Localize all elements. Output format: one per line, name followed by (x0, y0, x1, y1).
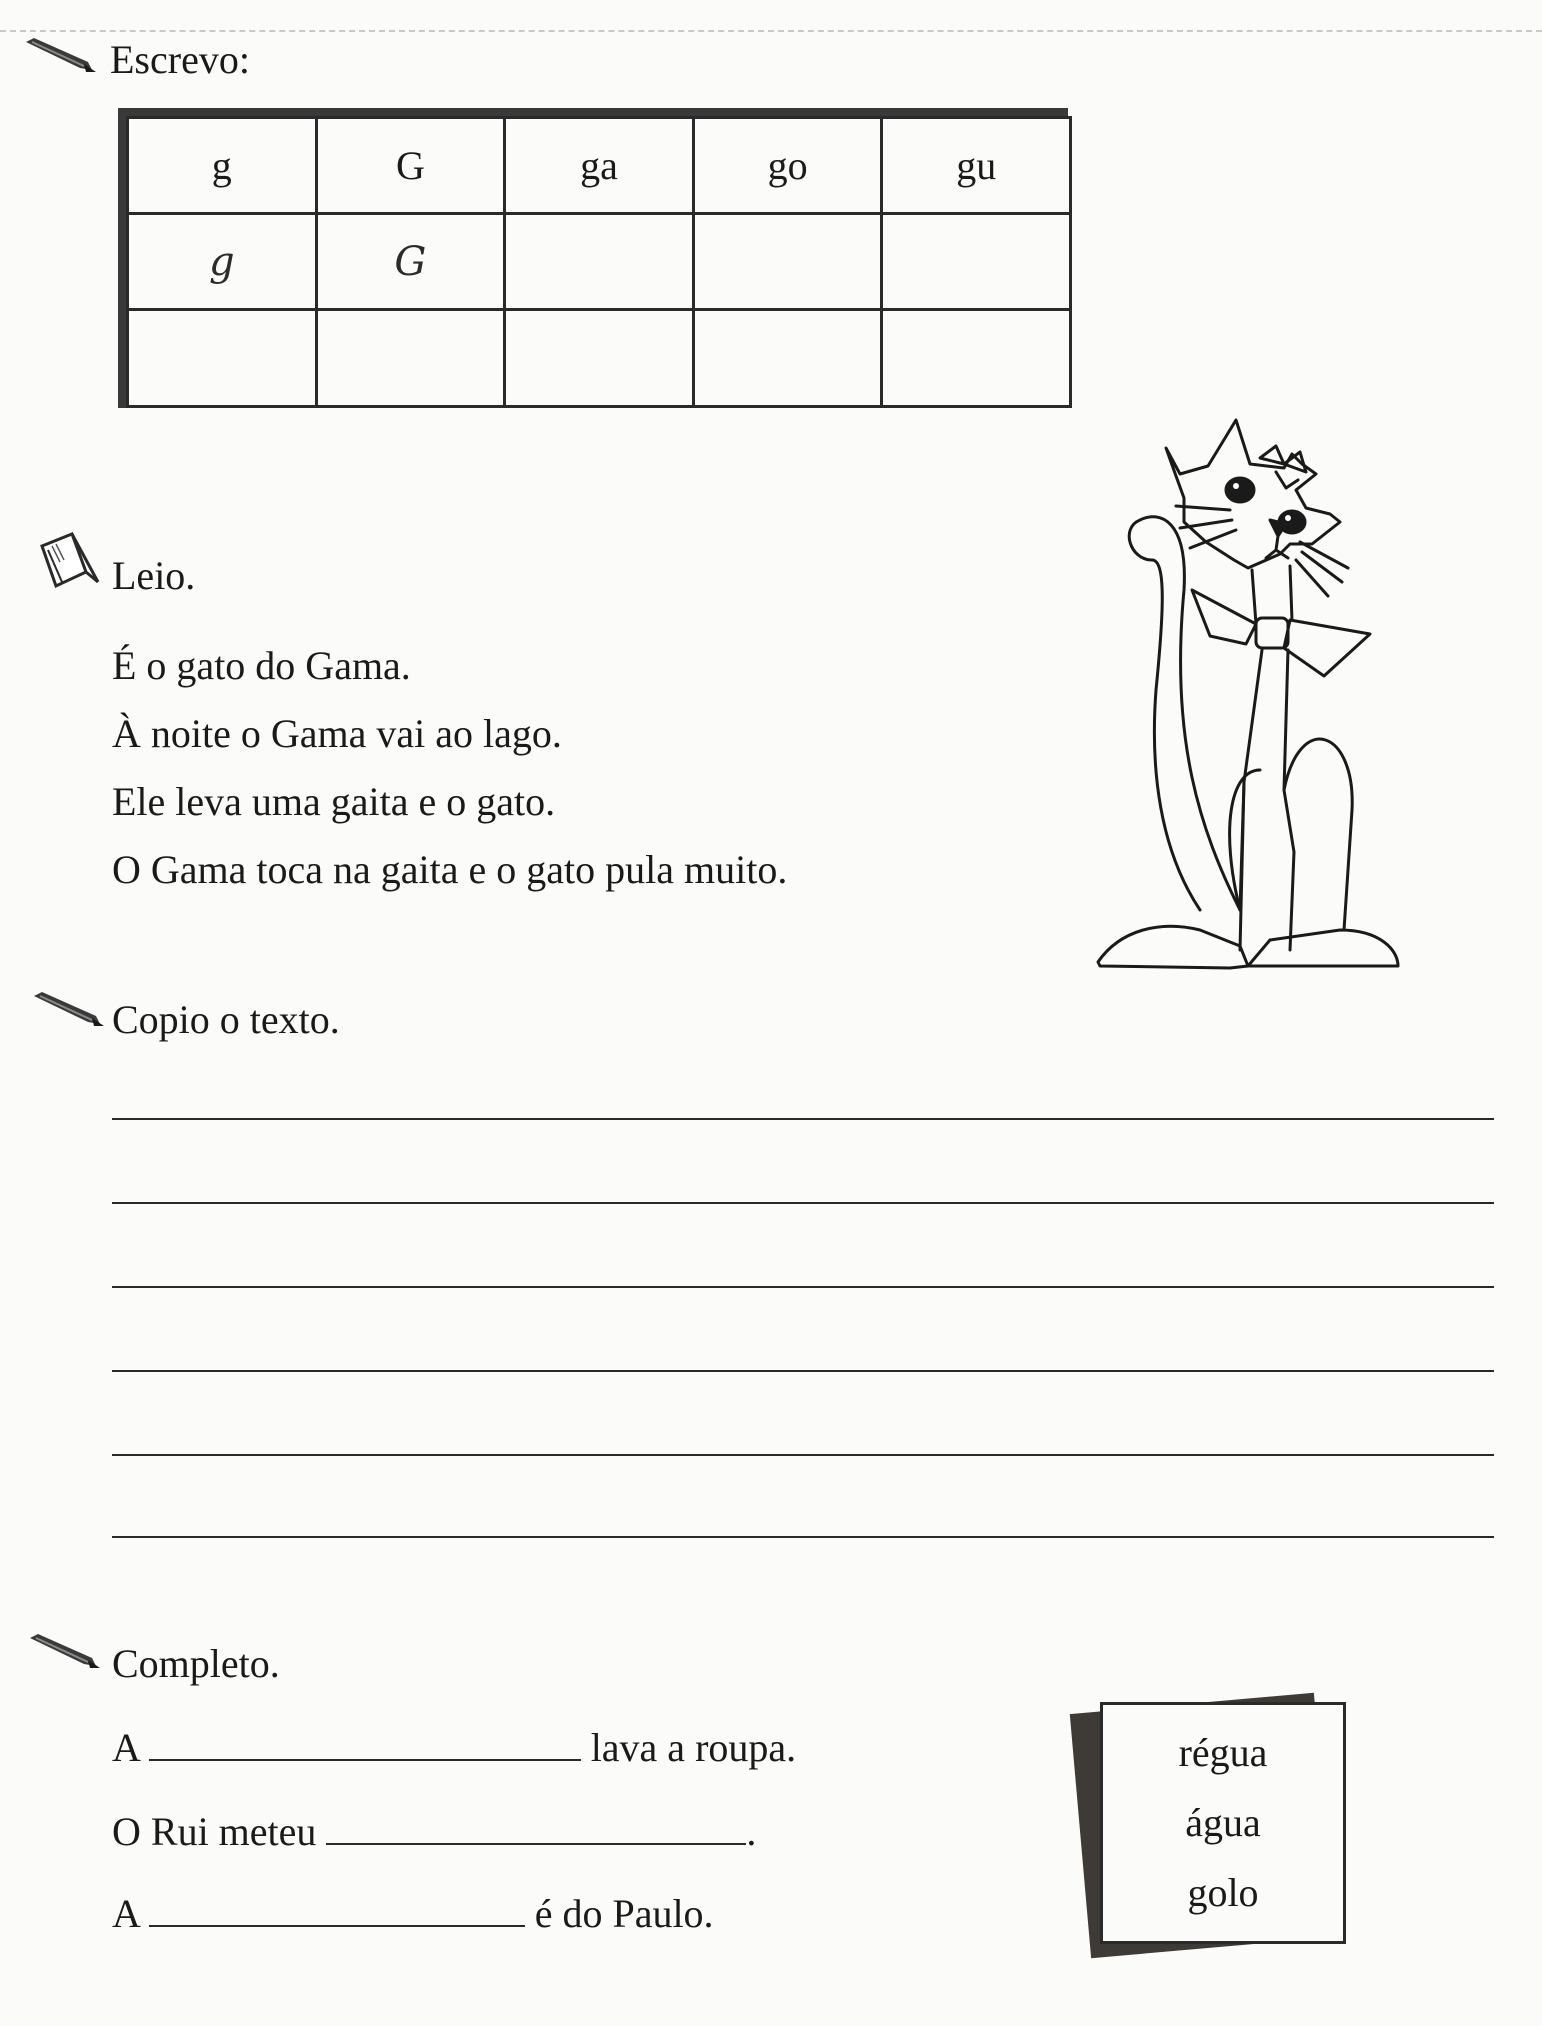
sentence-end: . (746, 1809, 757, 1854)
top-rule (0, 30, 1542, 32)
writing-line[interactable] (112, 1370, 1494, 1372)
table-cell-blank[interactable] (882, 214, 1071, 310)
word-option: régua (1178, 1730, 1268, 1775)
writing-line[interactable] (112, 1454, 1494, 1456)
word-option: água (1185, 1800, 1261, 1845)
writing-line[interactable] (112, 1118, 1494, 1120)
table-cell-blank[interactable] (505, 214, 694, 310)
section-title-completo: Completo. (112, 1641, 280, 1686)
pencil-icon (26, 1632, 102, 1672)
cat-illustration (1080, 410, 1420, 980)
section-title-escrevo: Escrevo: (110, 37, 250, 82)
table-cell: G (316, 118, 505, 214)
table-header-row (128, 118, 1071, 214)
word-option: golo (1187, 1870, 1259, 1915)
fill-blank[interactable] (149, 1725, 581, 1761)
table-cursive-row (128, 214, 1071, 310)
sentence-start: A (112, 1891, 139, 1936)
sentence-end: é do Paulo. (534, 1891, 714, 1936)
fill-sentence (112, 1890, 714, 1938)
writing-line[interactable] (112, 1286, 1494, 1288)
table-cell: go (693, 118, 882, 214)
section-title-leio: Leio. (112, 553, 196, 598)
letter-table (126, 116, 1072, 408)
fill-blank[interactable] (326, 1809, 746, 1845)
table-cell-blank[interactable] (316, 310, 505, 407)
sentence-start: O Rui meteu (112, 1809, 317, 1854)
table-cell: gu (882, 118, 1071, 214)
reading-line: Ele leva uma gaita e o gato. (112, 779, 556, 824)
table-cell: ga (505, 118, 694, 214)
pencil-icon (30, 990, 106, 1030)
table-cell: g (128, 118, 317, 214)
writing-line[interactable] (112, 1202, 1494, 1204)
fill-sentence (112, 1724, 796, 1772)
table-empty-row (128, 310, 1071, 407)
table-cell-cursive: G (316, 214, 505, 310)
table-cell-blank[interactable] (128, 310, 317, 407)
fill-blank[interactable] (149, 1891, 525, 1927)
pencil-icon (22, 36, 98, 76)
sentence-end: lava a roupa. (590, 1725, 797, 1770)
table-cell-blank[interactable] (882, 310, 1071, 407)
table-cell-blank[interactable] (693, 310, 882, 407)
book-icon (36, 532, 102, 590)
fill-sentence (112, 1808, 756, 1856)
table-cell-blank[interactable] (505, 310, 694, 407)
table-cell-cursive: g (128, 214, 317, 310)
reading-line: É o gato do Gama. (112, 643, 411, 688)
sentence-start: A (112, 1725, 139, 1770)
writing-line[interactable] (112, 1536, 1494, 1538)
section-title-copio: Copio o texto. (112, 997, 340, 1042)
table-cell-blank[interactable] (693, 214, 882, 310)
reading-line: O Gama toca na gaita e o gato pula muito. (112, 847, 788, 892)
word-box (1100, 1702, 1346, 1944)
reading-line: À noite o Gama vai ao lago. (112, 711, 562, 756)
